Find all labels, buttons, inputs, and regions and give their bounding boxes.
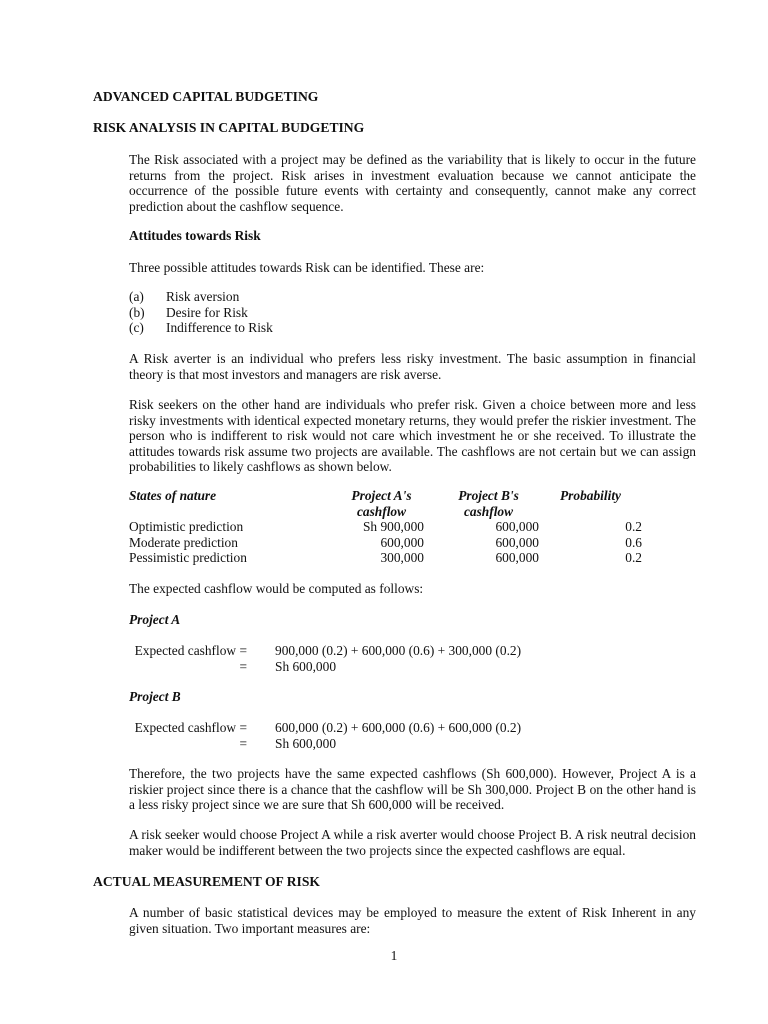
list-item xyxy=(129,289,273,305)
cell-state: Moderate prediction xyxy=(129,534,238,550)
table-header-row xyxy=(129,488,642,504)
table-header-row xyxy=(129,504,642,520)
table-row xyxy=(129,550,642,566)
list-item xyxy=(129,320,273,336)
list-marker: (a) xyxy=(129,289,144,304)
equation-label: Expected cashflow = xyxy=(134,720,247,735)
cell-project-a: 600,000 xyxy=(380,534,424,550)
section-heading-measurement: ACTUAL MEASUREMENT OF RISK xyxy=(93,874,320,889)
list-text: Indifference to Risk xyxy=(166,320,273,336)
cell-project-b: 600,000 xyxy=(495,550,539,566)
table-row xyxy=(129,535,642,551)
equation-formula: 600,000 (0.2) + 600,000 (0.6) + 600,000 (0.2) xyxy=(275,720,522,735)
project-a-equation xyxy=(129,643,522,659)
header-states: States of nature xyxy=(129,488,217,503)
document-title: ADVANCED CAPITAL BUDGETING xyxy=(93,89,319,104)
risk-seekers-paragraph: Risk seekers on the other hand are individuals who prefer risk. Given a choice between more and less risky investments with identical expected monetary returns, they would prefer the riskier investment. The person who is indifferent to risk would not care which investment he or she received. To illustrate the attitudes towards risk assume two projects are available. The cashflows are not certain but we can assign probabilities to likely cashflows as shown below. xyxy=(129,397,696,475)
attitudes-intro: Three possible attitudes towards Risk can be identified. These are: xyxy=(129,260,485,275)
equation-equals: = xyxy=(239,736,247,751)
project-a-heading: Project A xyxy=(129,612,181,627)
intro-paragraph: The Risk associated with a project may be defined as the variability that is likely to occur in the future returns from the project. Risk arises in investment evaluation because we cannot anticipate the occurrence of the possible future events with certainty and consequently, cannot make any correct prediction about the cashflow sequence. xyxy=(129,152,696,214)
list-item xyxy=(129,305,273,321)
choice-paragraph: A risk seeker would choose Project A while a risk averter would choose Project B. A risk neutral decision maker would be indifferent between the two projects since the expected cashflows are equal. xyxy=(129,827,696,858)
risk-averter-paragraph: A Risk averter is an individual who prefers less risky investment. The basic assumption in financial theory is that most investors and managers are risk averse. xyxy=(129,351,696,382)
header-project-a: Project A's xyxy=(351,488,412,503)
equation-label: Expected cashflow = xyxy=(134,643,247,658)
cell-probability: 0.6 xyxy=(625,534,642,550)
cell-state: Optimistic prediction xyxy=(129,519,244,535)
project-b-result xyxy=(129,736,337,752)
project-b-equation xyxy=(129,720,522,736)
attitudes-list xyxy=(129,289,273,336)
list-marker: (c) xyxy=(129,320,144,336)
cell-project-a: Sh 900,000 xyxy=(362,519,424,535)
list-text: Desire for Risk xyxy=(166,304,248,320)
project-b-heading: Project B xyxy=(129,689,181,704)
list-marker: (b) xyxy=(129,304,145,320)
header-project-a-sub: cashflow xyxy=(356,503,407,519)
cell-state: Pessimistic prediction xyxy=(129,550,247,566)
table-row xyxy=(129,519,642,535)
cell-project-b: 600,000 xyxy=(495,534,539,550)
expected-cashflow-intro: The expected cashflow would be computed as follows: xyxy=(129,581,424,596)
section-heading-risk-analysis: RISK ANALYSIS IN CAPITAL BUDGETING xyxy=(93,120,365,135)
project-a-result xyxy=(129,659,337,675)
equation-result: Sh 600,000 xyxy=(275,736,337,751)
attitudes-heading: Attitudes towards Risk xyxy=(129,228,261,243)
cell-project-a: 300,000 xyxy=(380,550,424,566)
equation-formula: 900,000 (0.2) + 600,000 (0.6) + 300,000 (0.2) xyxy=(275,643,522,658)
states-of-nature-table xyxy=(129,488,642,566)
equation-equals: = xyxy=(239,659,247,674)
cell-project-b: 600,000 xyxy=(495,519,539,535)
header-project-b: Project B's xyxy=(458,488,519,503)
cell-probability: 0.2 xyxy=(625,519,642,535)
header-project-b-sub: cashflow xyxy=(463,503,514,519)
page-number: 1 xyxy=(390,948,398,963)
measurement-paragraph: A number of basic statistical devices may be employed to measure the extent of Risk Inherent in any given situation. Two important measures are: xyxy=(129,905,696,936)
header-probability: Probability xyxy=(560,488,621,503)
cell-probability: 0.2 xyxy=(625,550,642,566)
equation-result: Sh 600,000 xyxy=(275,659,337,674)
list-text: Risk aversion xyxy=(166,289,240,304)
therefore-paragraph: Therefore, the two projects have the same expected cashflows (Sh 600,000). However, Project A is a riskier project since there is a chance that the cashflow will be Sh 300,000. Project B on the other hand is a less risky project since we are sure that Sh 600,000 will be received. xyxy=(129,766,696,813)
